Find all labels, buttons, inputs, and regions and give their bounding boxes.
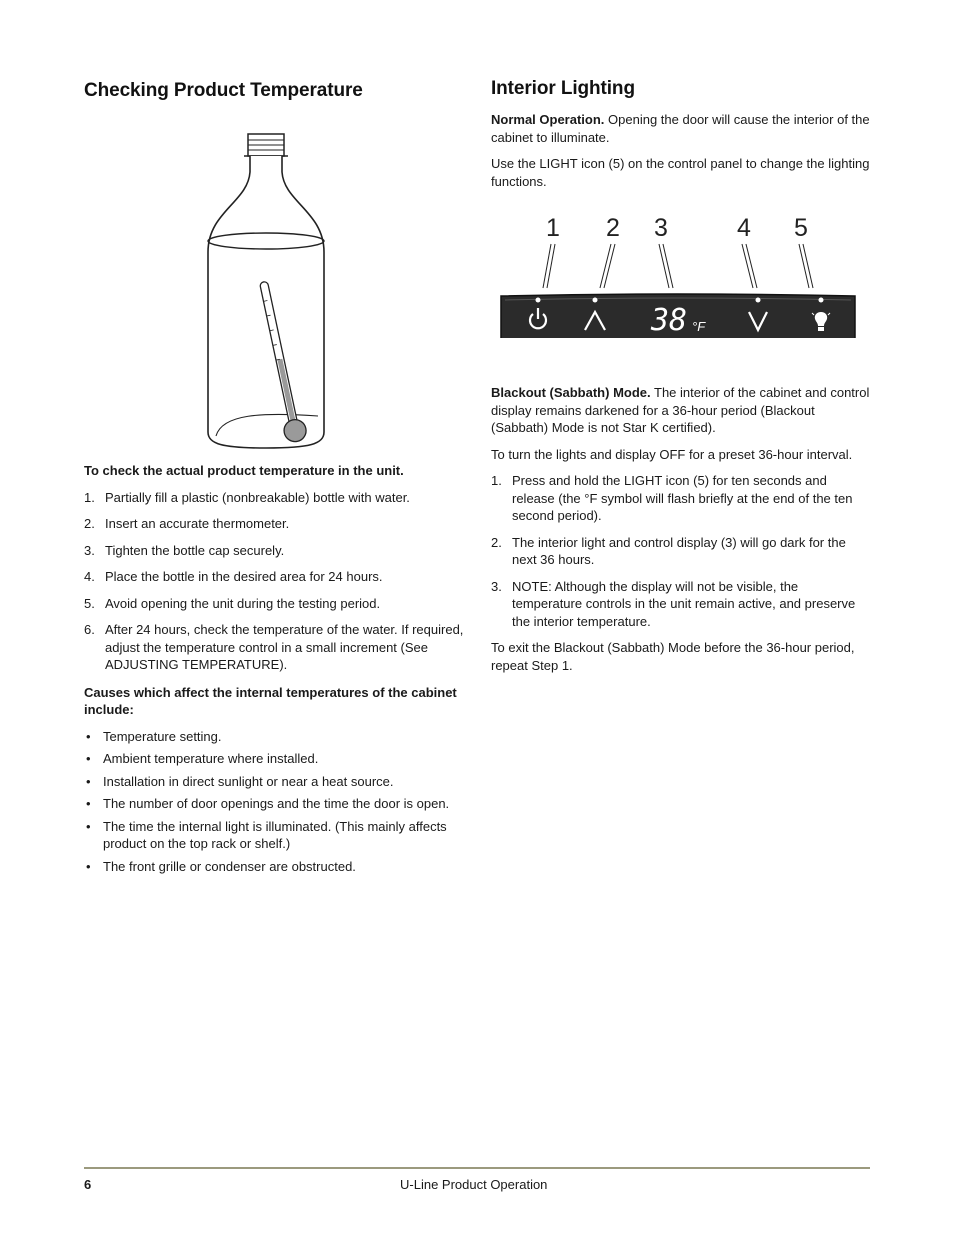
footer-rule <box>84 1167 870 1169</box>
list-item: • Installation in direct sunlight or near a heat source. <box>84 773 464 791</box>
interior-lighting-heading: Interior Lighting <box>491 78 635 99</box>
list-item: 4. Place the bottle in the desired area for 24 hours. <box>84 569 383 584</box>
list-item: 2. The interior light and control display (3) will go dark for the next 36 hours. <box>491 534 846 567</box>
blackout-steps <box>491 472 871 630</box>
checking-temperature-heading: Checking Product Temperature <box>84 80 363 101</box>
check-temperature-steps <box>84 489 464 674</box>
list-item: • The front grille or condenser are obstructed. <box>84 858 464 876</box>
list-item: • Temperature setting. <box>84 728 464 746</box>
control-panel-diagram <box>491 208 861 338</box>
turn-off-paragraph: To turn the lights and display OFF for a preset 36-hour interval. <box>491 446 853 462</box>
left-column <box>84 80 464 880</box>
bottle-thermometer-illustration <box>202 132 342 452</box>
list-item: 3. Tighten the bottle cap securely. <box>84 542 285 558</box>
normal-operation-paragraph: Normal Operation. Opening the door will cause the interior of the cabinet to illuminate. <box>491 112 870 145</box>
list-item: • The time the internal light is illuminated. (This mainly affects product on the top rack or shelf.) <box>84 818 464 853</box>
causes-list <box>84 728 464 876</box>
light-icon-paragraph: Use the LIGHT icon (5) on the control panel to change the lighting functions. <box>491 156 870 189</box>
list-item: 1. Partially fill a plastic (nonbreakable) bottle with water. <box>84 489 410 505</box>
exit-blackout-paragraph: To exit the Blackout (Sabbath) Mode before the 36-hour period, repeat Step 1. <box>491 640 855 673</box>
blackout-paragraph: Blackout (Sabbath) Mode. The interior of the cabinet and control display remains darkened for a 36-hour period (Blackout (Sabbath) Mode is not Star K certified). <box>491 385 870 435</box>
callout-4: 4 <box>737 214 751 242</box>
callout-3: 3 <box>654 214 668 242</box>
list-item: 1. Press and hold the LIGHT icon (5) for ten seconds and release (the °F symbol will flash briefly at the end of the ten second period). <box>491 473 853 523</box>
temperature-unit: °F <box>692 319 706 334</box>
list-item: 5. Avoid opening the unit during the testing period. <box>84 595 381 611</box>
causes-heading: Causes which affect the internal temperatures of the cabinet include: <box>84 684 457 717</box>
callout-1: 1 <box>546 214 560 242</box>
callout-2: 2 <box>606 214 620 242</box>
control-panel-svg <box>491 208 861 338</box>
footer-title: U-Line Product Operation <box>400 1177 548 1192</box>
list-item: 3. NOTE: Although the display will not be visible, the temperature controls in the unit remain active, and preserve the interior temperature. <box>491 578 856 629</box>
list-item: 2. Insert an accurate thermometer. <box>84 516 290 531</box>
callout-5: 5 <box>794 214 808 242</box>
list-item: 6. After 24 hours, check the temperature of the water. If required, adjust the temperature control in a small increment (See ADJUSTING TEMPERATURE). <box>84 622 464 672</box>
bottle-illustration-svg <box>202 132 342 452</box>
list-item: • Ambient temperature where installed. <box>84 750 464 768</box>
right-column <box>491 78 871 674</box>
list-item: • The number of door openings and the time the door is open. <box>84 795 464 813</box>
page-number: 6 <box>84 1177 92 1192</box>
check-temperature-subheading: To check the actual product temperature in the unit. <box>84 463 404 478</box>
temperature-display: 38 <box>651 303 688 338</box>
